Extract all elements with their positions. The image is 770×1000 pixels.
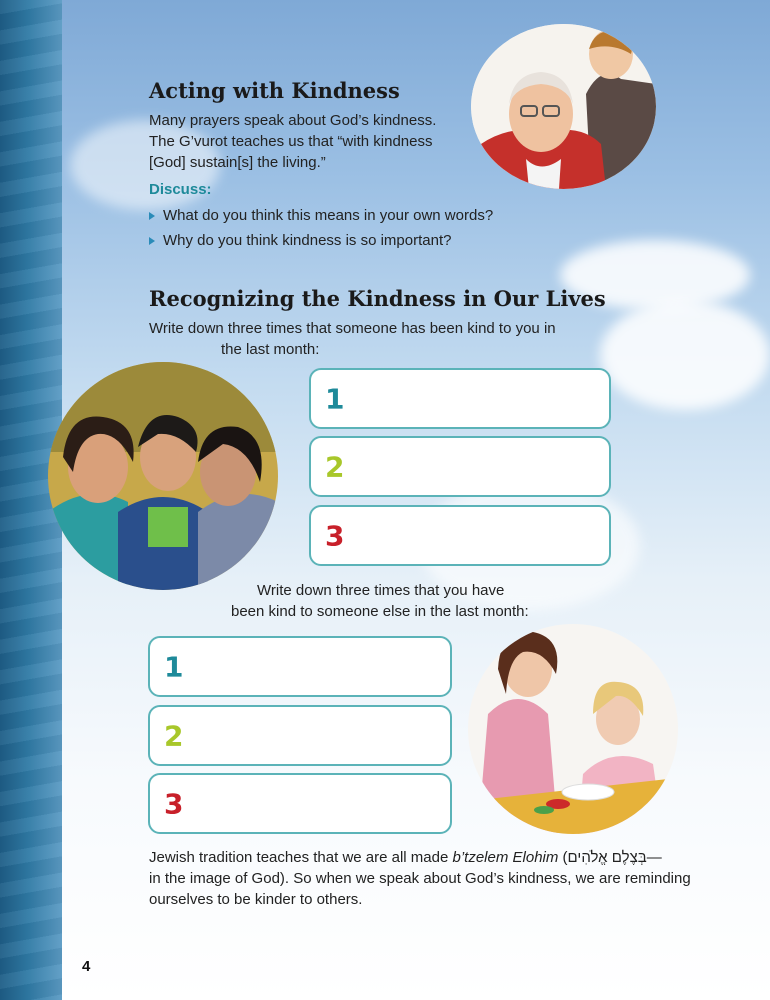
prompt-line: the last month:: [221, 341, 320, 358]
intro-line: Many prayers speak about God’s kindness.: [149, 112, 437, 129]
box-number: 1: [164, 650, 184, 683]
discuss-label: Discuss:: [149, 181, 212, 198]
answer-box-5[interactable]: [148, 705, 452, 766]
box-number: 1: [325, 382, 345, 415]
box-number: 3: [164, 787, 184, 820]
answer-box-4[interactable]: [148, 636, 452, 697]
answer-box-3[interactable]: [309, 505, 611, 566]
box-number: 2: [164, 719, 184, 752]
prompt-line: Write down three times that someone has been kind to you in: [149, 320, 556, 337]
section-title-acting-kindness: Acting with Kindness: [149, 78, 400, 103]
answer-box-2[interactable]: [309, 436, 611, 497]
closing-line-2: in the image of God). So when we speak about God’s kindness, we are reminding: [149, 870, 691, 887]
closing-hebrew-term: (בְּצֶלֶם אֱלֹהִים—: [558, 849, 662, 866]
discussion-question: [149, 207, 493, 224]
answer-box-6[interactable]: [148, 773, 452, 834]
closing-line-1: [149, 847, 662, 868]
photo-elderly-man-and-boy: [471, 24, 656, 189]
intro-line: The G’vurot teaches us that “with kindness: [149, 133, 433, 150]
closing-text: Jewish tradition teaches that we are all made: [149, 849, 453, 866]
question-text: What do you think this means in your own words?: [163, 207, 494, 224]
box-number: 3: [325, 519, 345, 552]
closing-line-3: ourselves to be kinder to others.: [149, 891, 363, 908]
answer-box-1[interactable]: [309, 368, 611, 429]
question-text: Why do you think kindness is so important?: [163, 232, 452, 249]
cloud: [600, 300, 770, 410]
section-title-recognizing-kindness: Recognizing the Kindness in Our Lives: [149, 286, 606, 311]
intro-line: [God] sustain[s] the living.”: [149, 154, 326, 171]
discussion-question: [149, 232, 451, 249]
bullet-triangle-icon: [149, 212, 155, 220]
closing-italic-term: b’tzelem Elohim: [452, 849, 559, 866]
bullet-triangle-icon: [149, 237, 155, 245]
photo-girl-serving-elderly-woman: [468, 624, 678, 834]
prompt-line: Write down three times that you have: [257, 582, 505, 599]
prompt-line: been kind to someone else in the last month:: [231, 603, 529, 620]
box-number: 2: [325, 450, 345, 483]
photo-three-friends: [48, 362, 278, 590]
page-number: 4: [82, 958, 91, 975]
